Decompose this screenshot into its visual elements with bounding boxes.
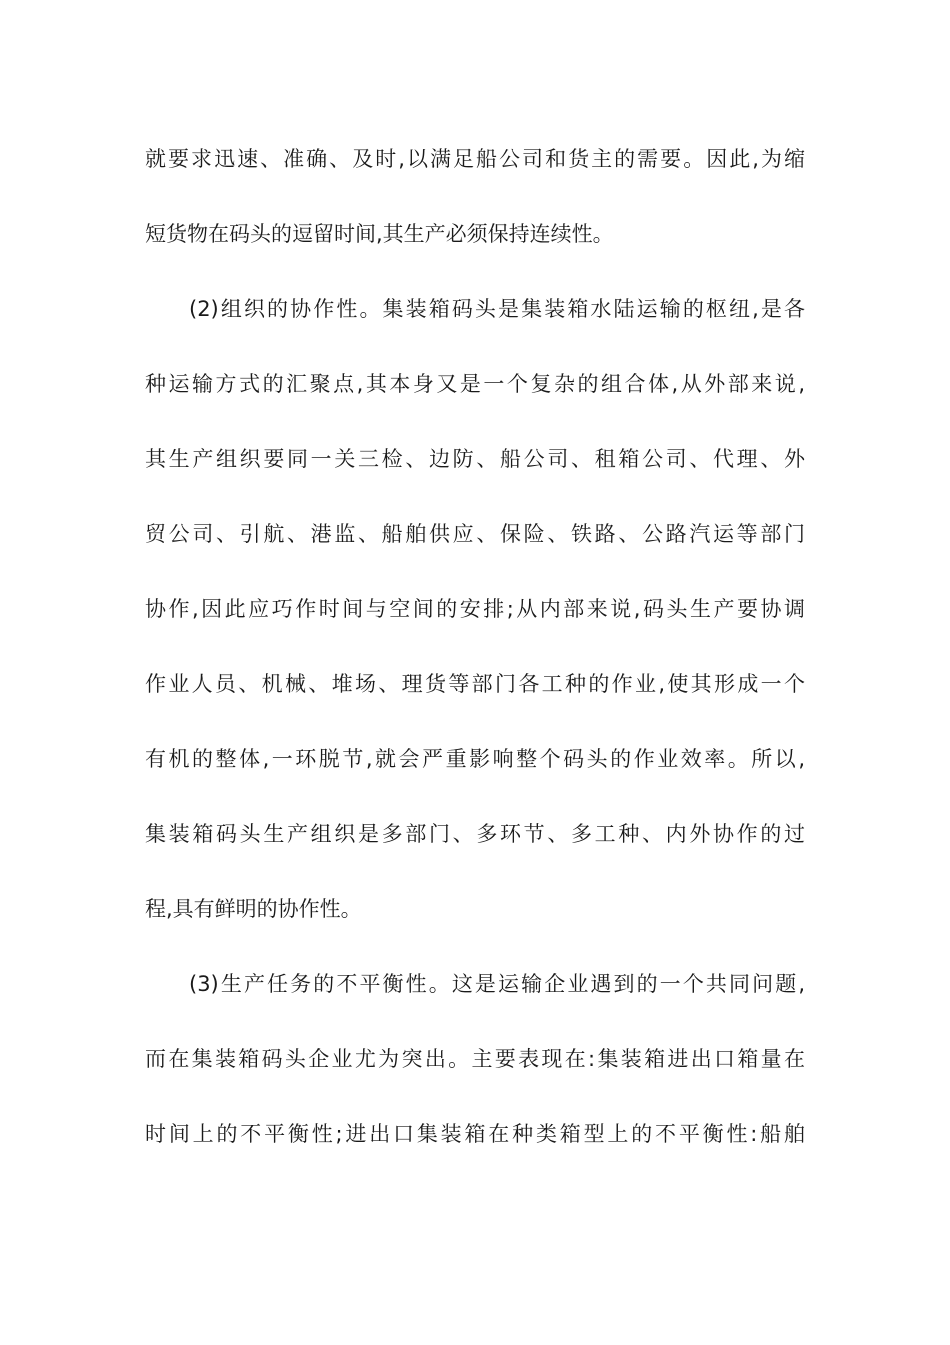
text-line-5: 其生产组织要同一关三检、边防、船公司、租箱公司、代理、外 bbox=[145, 447, 805, 471]
text-line-1: 就要求迅速、准确、及时,以满足船公司和货主的需要。因此,为缩 bbox=[145, 147, 805, 171]
text-line-10: 集装箱码头生产组织是多部门、多环节、多工种、内外协作的过 bbox=[145, 822, 805, 846]
text-line-9: 有机的整体,一环脱节,就会严重影响整个码头的作业效率。所以, bbox=[145, 747, 805, 771]
text-line-12: (3)生产任务的不平衡性。这是运输企业遇到的一个共同问题, bbox=[189, 972, 805, 996]
text-line-11: 程,具有鲜明的协作性。 bbox=[145, 897, 362, 921]
text-line-13: 而在集装箱码头企业尤为突出。主要表现在:集装箱进出口箱量在 bbox=[145, 1047, 805, 1071]
text-line-8: 作业人员、机械、堆场、理货等部门各工种的作业,使其形成一个 bbox=[145, 672, 805, 696]
text-line-2: 短货物在码头的逗留时间,其生产必须保持连续性。 bbox=[145, 222, 614, 246]
text-line-6: 贸公司、引航、港监、船舶供应、保险、铁路、公路汽运等部门 bbox=[145, 522, 805, 546]
text-line-7: 协作,因此应巧作时间与空间的安排;从内部来说,码头生产要协调 bbox=[145, 597, 805, 621]
text-line-3: (2)组织的协作性。集装箱码头是集装箱水陆运输的枢纽,是各 bbox=[189, 297, 805, 321]
text-line-4: 种运输方式的汇聚点,其本身又是一个复杂的组合体,从外部来说, bbox=[145, 372, 805, 396]
text-line-14: 时间上的不平衡性;进出口集装箱在种类箱型上的不平衡性:船舶 bbox=[145, 1122, 805, 1146]
